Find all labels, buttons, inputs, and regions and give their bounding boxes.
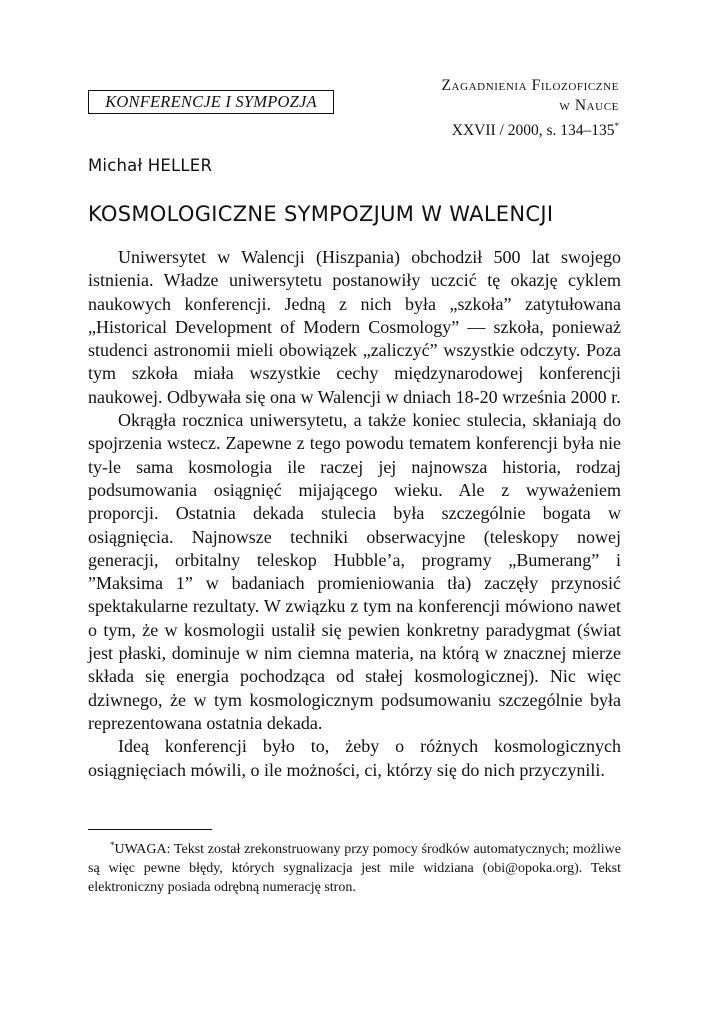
footnote-mark: *	[110, 840, 115, 850]
article-title: KOSMOLOGICZNE SYMPOZJUM W WALENCJI	[88, 202, 554, 226]
section-label: KONFERENCJE I SYMPOZJA	[88, 90, 334, 114]
journal-footnote-mark: *	[614, 121, 619, 131]
footnote-text: UWAGA: Tekst został zrekonstruowany przy pomocy środków automatycznych; możliwe są więc pewne błędy, których sygnalizacja jest mile widziana (obi@opoka.org). Tekst elektroniczny posiada odrębną numerację stron.	[88, 842, 621, 895]
footnote-divider	[88, 829, 212, 830]
author-name: Michał HELLER	[88, 156, 213, 175]
footnote	[88, 836, 621, 897]
paragraph: Ideą konferencji było to, żeby o różnych kosmologicznych osiągnięciach mówili, o ile możności, ci, którzy się do nich przyczynili.	[88, 736, 621, 780]
article-body	[88, 246, 621, 782]
journal-volume-text: XXVII / 2000, s. 134–135	[451, 122, 615, 139]
journal-info	[441, 76, 619, 141]
paragraph: Uniwersytet w Walencji (Hiszpania) obchodził 500 lat swojego istnienia. Władze uniwersytetu postanowiły uczcić tę okazję cyklem naukowych konferencji. Jedną z nich była „szkoła” zatytułowana „Historical Development of Modern Cosmology” — szkoła, ponieważ studenci astronomii mieli obowiązek „zaliczyć” wszystkie odczyty. Poza tym szkoła miała wszystkie cechy międzynarodowej konferencji naukowej. Odbywała się ona w Walencji w dniach 18-20 września 2000 r.	[88, 247, 621, 407]
paragraph: Okrągła rocznica uniwersytetu, a także koniec stulecia, skłaniają do spojrzenia wstecz. Zapewne z tego powodu tematem konferencji była nie ty-le sama kosmologia ile raczej jej najnowsza historia, rodzaj podsumowania osiągnięć mijającego wieku. Ale z wyważeniem proporcji. Ostatnia dekada stulecia była szczególnie bogata w osiągnięcia. Najnowsze techniki obserwacyjne (teleskopy nowej generacji, orbitalny teleskop Hubble’a, programy „Bumerang” i ”Maksima 1” w badaniach promieniowania tła) zaczęły przynosić spektakularne rezultaty. W związku z tym na konferencji mówiono nawet o tym, że w kosmologii ustalił się pewien konkretny paradygmat (świat jest płaski, dominuje w nim ciemna materia, na którą w znacznej mierze składa się energia pochodząca od stałej kosmologicznej). Nic więc dziwnego, że w tym kosmologicznym podsumowaniu szczególnie była reprezentowana ostatnia dekada.	[88, 410, 621, 733]
journal-name-line1: Zagadnienia Filozoficzne	[441, 77, 619, 94]
journal-volume-pages	[441, 116, 619, 141]
journal-name-line2: w Nauce	[559, 97, 619, 114]
